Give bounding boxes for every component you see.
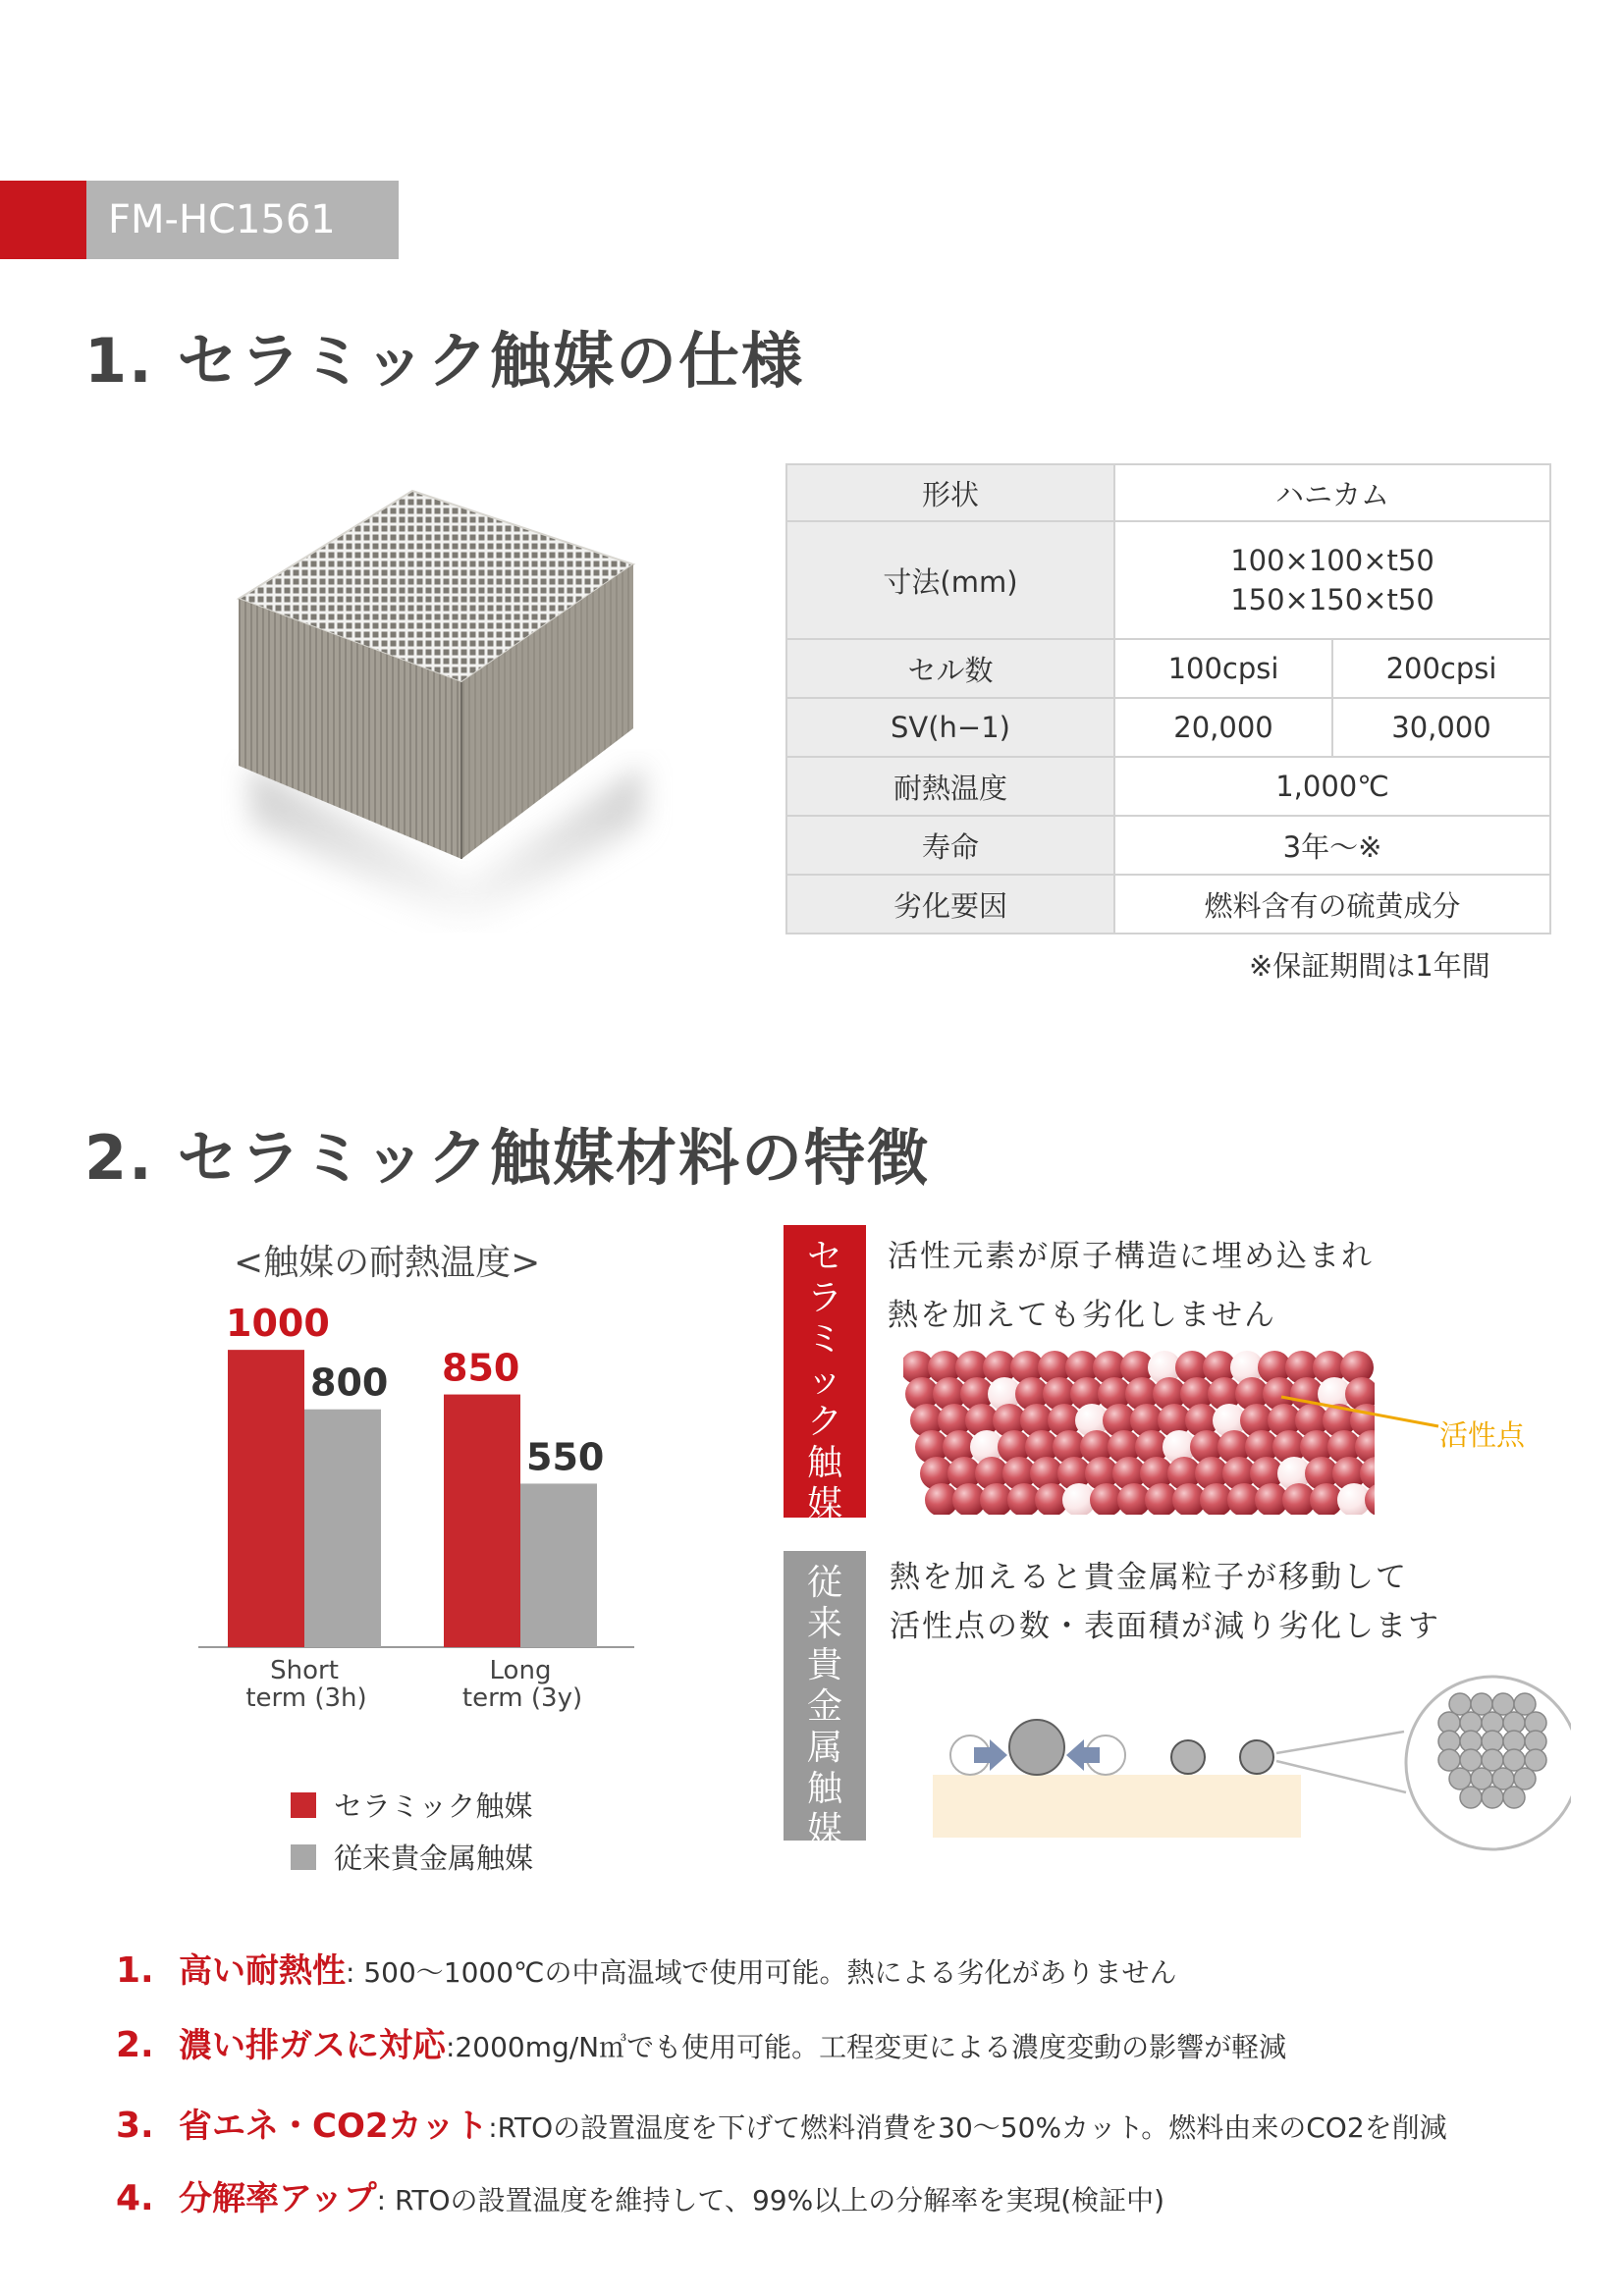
- ceramic-vertical-label: [784, 1225, 866, 1524]
- cluster-particle: [1525, 1749, 1546, 1771]
- heat-resistance-bar-chart: [187, 1306, 658, 1767]
- cluster-particle: [1514, 1768, 1536, 1789]
- feature-keyword: 濃い排ガスに対応: [179, 2026, 446, 2065]
- spec-label-shape: 形状: [786, 464, 1114, 521]
- section1-title: 1. セラミック触媒の仕様: [84, 325, 805, 397]
- noble-label-char: 従: [806, 1563, 842, 1603]
- ceramic-label-char: ク: [806, 1402, 842, 1442]
- legend-label-ceramic: セラミック触媒: [334, 1789, 533, 1823]
- spec-value-dimensions: [1114, 521, 1550, 639]
- spec-value-heat-resistance: 1,000℃: [1114, 757, 1550, 816]
- table-row: [786, 464, 1550, 521]
- spec-value-sv-b: 30,000: [1332, 698, 1550, 757]
- spec-value-sv-a: 20,000: [1114, 698, 1332, 757]
- spec-value-shape: ハニカム: [1114, 464, 1550, 521]
- ceramic-description: [888, 1227, 1374, 1345]
- table-row: [786, 639, 1550, 698]
- honeycomb-catalyst-image: [221, 471, 673, 933]
- legend-swatch-noble: [291, 1844, 316, 1870]
- legend-label-noble: 従来貴金属触媒: [334, 1842, 534, 1875]
- noble-description: [890, 1553, 1440, 1651]
- ceramic-label-char: ラ: [806, 1278, 842, 1318]
- model-tag: FM-HC1561: [86, 181, 399, 259]
- spec-label-lifetime: 寿命: [786, 816, 1114, 875]
- cluster-particle: [1449, 1693, 1471, 1715]
- chart-title: <触媒の耐熱温度>: [234, 1243, 541, 1283]
- cluster-particle: [1471, 1693, 1492, 1715]
- feature-text: :2000mg/N㎥でも使用可能。工程変更による濃度変動の影響が軽減: [446, 2031, 1287, 2063]
- noble-desc-line2: 活性点の数・表面積が減り劣化します: [890, 1609, 1440, 1644]
- feature-number: 3.: [116, 2106, 154, 2146]
- spec-label-sv: SV(h−1): [786, 698, 1114, 757]
- x-tick-label: Short: [270, 1656, 339, 1685]
- cluster-particle: [1449, 1768, 1471, 1789]
- spec-table: [785, 463, 1551, 934]
- bar-ceramic-1: [228, 1350, 304, 1647]
- particle-small: [1240, 1740, 1273, 1774]
- table-row: [786, 816, 1550, 875]
- feature-keyword: 分解率アップ: [179, 2179, 377, 2218]
- legend-item-noble: [291, 1837, 533, 1877]
- header-accent-bar: [0, 181, 86, 259]
- noble-label-char: 媒: [806, 1810, 842, 1850]
- cluster-particle: [1438, 1749, 1460, 1771]
- bar-ceramic-2: [444, 1395, 520, 1647]
- bar-noble-1: [304, 1410, 381, 1647]
- support-substrate: [933, 1775, 1301, 1838]
- feature-item-1: [116, 1944, 1176, 1992]
- warranty-note: ※保証期間は1年間: [1249, 949, 1490, 983]
- spec-value-degradation: 燃料含有の硫黄成分: [1114, 875, 1550, 934]
- active-site-pointer-line: [1276, 1389, 1443, 1438]
- ceramic-desc-line2: 熱を加えても劣化しません: [888, 1298, 1276, 1333]
- noble-label-char: 来: [806, 1604, 842, 1644]
- lattice-sphere: [1360, 1457, 1375, 1490]
- x-tick-label: term (3h): [245, 1683, 367, 1713]
- x-tick-label: Long: [489, 1656, 552, 1685]
- feature-item-3: [116, 2099, 1447, 2147]
- bar-value-label: 550: [526, 1435, 605, 1479]
- cluster-particle: [1492, 1768, 1514, 1789]
- cluster-particle: [1503, 1787, 1525, 1808]
- cluster-particle: [1492, 1693, 1514, 1715]
- cluster-particle: [1482, 1787, 1503, 1808]
- table-row: [786, 521, 1550, 639]
- feature-text: :RTOの設置温度を下げて燃料消費を30〜50%カット。燃料由来のCO2を削減: [488, 2111, 1447, 2144]
- dimension-line-2: 150×150×t50: [1230, 583, 1434, 616]
- particle-small: [1171, 1740, 1205, 1774]
- cluster-particle: [1471, 1768, 1492, 1789]
- section2-title: 2. セラミック触媒材料の特徴: [84, 1122, 931, 1194]
- noble-label-char: 属: [806, 1728, 842, 1768]
- spec-value-cells-b: 200cpsi: [1332, 639, 1550, 698]
- spec-label-dimensions: 寸法(mm): [786, 521, 1114, 639]
- legend-item-ceramic: [291, 1785, 533, 1825]
- ceramic-label-char: 触: [806, 1443, 842, 1483]
- chart-legend: [291, 1785, 533, 1877]
- bar-noble-2: [520, 1483, 597, 1647]
- ceramic-label-char: 媒: [806, 1484, 842, 1524]
- ceramic-label-char: セ: [806, 1237, 842, 1277]
- spec-label-degradation: 劣化要因: [786, 875, 1114, 934]
- legend-swatch-ceramic: [291, 1792, 316, 1818]
- noble-label-char: 金: [806, 1686, 842, 1727]
- feature-item-2: [116, 2018, 1286, 2066]
- feature-number: 1.: [116, 1950, 154, 1991]
- spec-value-lifetime: 3年〜※: [1114, 816, 1550, 875]
- noble-metal-vertical-label: [784, 1551, 866, 1850]
- x-tick-label: term (3y): [461, 1683, 583, 1713]
- dimension-line-1: 100×100×t50: [1230, 544, 1434, 577]
- ceramic-desc-line1: 活性元素が原子構造に埋め込まれ: [888, 1239, 1374, 1274]
- table-row: [786, 698, 1550, 757]
- cluster-particle: [1460, 1749, 1482, 1771]
- table-row: [786, 875, 1550, 934]
- ceramic-label-char: ッ: [806, 1361, 842, 1401]
- feature-number: 2.: [116, 2025, 154, 2065]
- cluster-particle: [1514, 1693, 1536, 1715]
- spec-label-heat-resistance: 耐熱温度: [786, 757, 1114, 816]
- feature-number: 4.: [116, 2178, 154, 2218]
- spec-label-cells: セル数: [786, 639, 1114, 698]
- cluster-particle: [1482, 1749, 1503, 1771]
- cluster-particle: [1460, 1787, 1482, 1808]
- ceramic-label-char: ミ: [806, 1319, 842, 1360]
- noble-desc-line1: 熱を加えると貴金属粒子が移動して: [890, 1560, 1408, 1595]
- noble-label-char: 貴: [806, 1645, 842, 1685]
- noble-label-char: 触: [806, 1769, 842, 1809]
- cluster-particle: [1503, 1749, 1525, 1771]
- table-row: [786, 757, 1550, 816]
- spec-value-cells-a: 100cpsi: [1114, 639, 1332, 698]
- bar-value-label: 1000: [226, 1306, 330, 1346]
- feature-item-4: [116, 2171, 1164, 2219]
- feature-text: : RTOの設置温度を維持して、99%以上の分解率を実現(検証中): [376, 2184, 1165, 2216]
- feature-text: : 500〜1000℃の中高温域で使用可能。熱による劣化がありません: [346, 1956, 1177, 1989]
- particle-merged: [1009, 1720, 1064, 1775]
- bar-value-label: 800: [310, 1361, 389, 1405]
- noble-metal-sintering-illustration: [933, 1669, 1571, 1855]
- feature-keyword: 省エネ・CO2カット: [179, 2107, 489, 2146]
- active-site-label: 活性点: [1439, 1418, 1526, 1452]
- feature-keyword: 高い耐熱性: [179, 1951, 346, 1991]
- bar-value-label: 850: [442, 1346, 520, 1390]
